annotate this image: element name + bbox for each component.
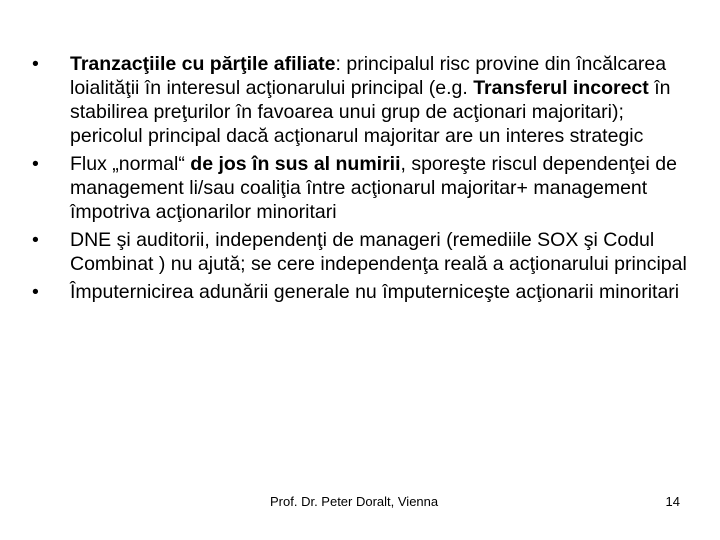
- bullet-item-general-assembly-empowerment: [32, 280, 692, 304]
- bullet-item-related-party-transactions: [32, 52, 692, 148]
- bullet-2-text-part-2: , sporeşte riscul dependenţei de management li/sau coaliţia între acţionarul majoritar+ management împotriva acţionarilor minoritari: [70, 153, 677, 223]
- bullet-1-text-part-2: în stabilirea preţurilor în favoarea unui grup de acţionari majoritari); pericolul principal dacă acţionarul majoritar are un interes strategic: [70, 77, 671, 147]
- bullet-1-text-part-1: : principalul risc provine din încălcarea loialităţii în interesul acţionarului principal (e.g.: [70, 53, 667, 99]
- page-number: 14: [665, 494, 680, 509]
- bullet-symbol: •: [32, 53, 39, 75]
- bullet-symbol: •: [32, 281, 39, 303]
- bullet-2-bold-term: de jos în sus al numirii: [190, 153, 401, 175]
- bullet-item-normal-flow: [32, 152, 692, 224]
- bullet-1-bold-term: Tranzacţiile cu părţile afiliate: [70, 53, 336, 75]
- bullet-4-text: Împuternicirea adunării generale nu împuterniceşte acţionarii minoritari: [70, 281, 680, 303]
- bullet-3-text: DNE şi auditorii, independenţi de manageri (remediile SOX şi Codul Combinat ) nu ajută; se cere independenţa reală a acţionarului principal: [70, 229, 687, 275]
- bullet-item-dne-auditors: [32, 228, 692, 276]
- bullet-symbol: •: [32, 153, 39, 175]
- bullet-1-bold-term-2: Transferul incorect: [473, 77, 649, 99]
- bullet-symbol: •: [32, 229, 39, 251]
- bullet-list: [32, 52, 692, 308]
- footer-author: Prof. Dr. Peter Doralt, Vienna: [270, 494, 439, 509]
- bullet-2-text-part-1: Flux „normal“: [70, 153, 191, 175]
